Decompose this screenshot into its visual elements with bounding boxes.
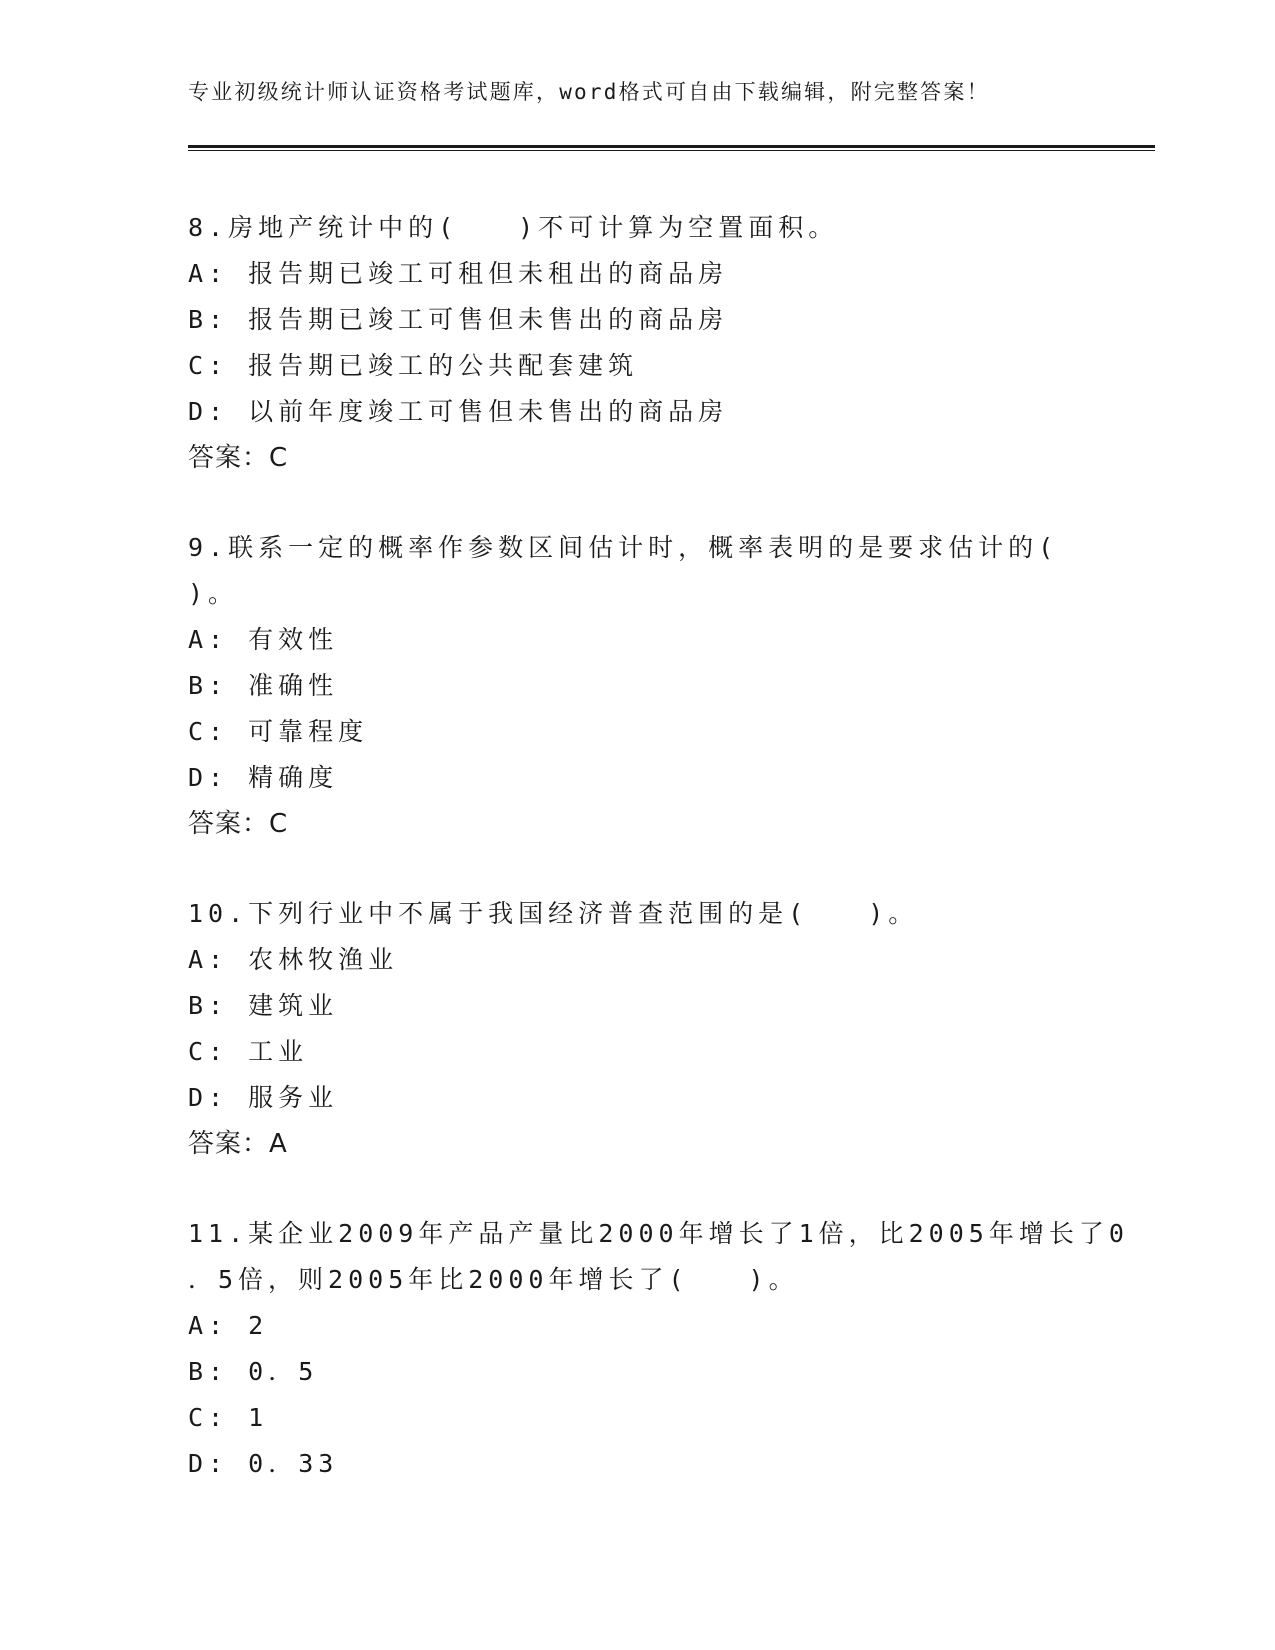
page-header: 专业初级统计师认证资格考试题库，word格式可自由下载编辑，附完整答案！ (188, 80, 990, 104)
question-stem: 10.下列行业中不属于我国经济普查范围的是( )。 (188, 899, 919, 928)
option-d: D: 精确度 (188, 763, 339, 792)
question-stem: 8.房地产统计中的( )不可计算为空置面积。 (188, 213, 839, 242)
question-stem-continued: ．5倍，则2005年比2000年增长了( )。 (188, 1265, 799, 1294)
answer: 答案：C (188, 443, 289, 473)
option-c: C: 1 (188, 1403, 269, 1432)
option-a: A: 农林牧渔业 (188, 945, 399, 974)
option-d: D: 0．33 (188, 1449, 339, 1478)
answer: 答案：A (188, 1129, 288, 1159)
option-b: B: 报告期已竣工可售但未售出的商品房 (188, 305, 729, 334)
option-b: B: 准确性 (188, 671, 339, 700)
option-a: A: 2 (188, 1311, 269, 1340)
header-rule-thin (188, 150, 1155, 151)
option-c: C: 报告期已竣工的公共配套建筑 (188, 351, 639, 380)
header-rule-thick (188, 145, 1155, 148)
question-11 (188, 1211, 1129, 1487)
question-10 (188, 891, 1088, 1167)
question-8 (188, 205, 1088, 481)
option-c: C: 可靠程度 (188, 717, 369, 746)
option-a: A: 有效性 (188, 625, 339, 654)
option-d: D: 以前年度竣工可售但未售出的商品房 (188, 397, 729, 426)
option-d: D: 服务业 (188, 1083, 339, 1112)
answer: 答案：C (188, 809, 289, 839)
option-c: C: 工业 (188, 1037, 309, 1066)
option-b: B: 建筑业 (188, 991, 339, 1020)
question-stem-continued: )。 (188, 579, 239, 608)
question-list (188, 205, 1129, 1487)
question-stem: 9.联系一定的概率作参数区间估计时，概率表明的是要求估计的( (188, 533, 1059, 562)
option-a: A: 报告期已竣工可租但未租出的商品房 (188, 259, 729, 288)
question-stem: 11.某企业2009年产品产量比2000年增长了1倍，比2005年增长了0 (188, 1219, 1129, 1248)
question-9 (188, 525, 1088, 847)
option-b: B: 0．5 (188, 1357, 319, 1386)
